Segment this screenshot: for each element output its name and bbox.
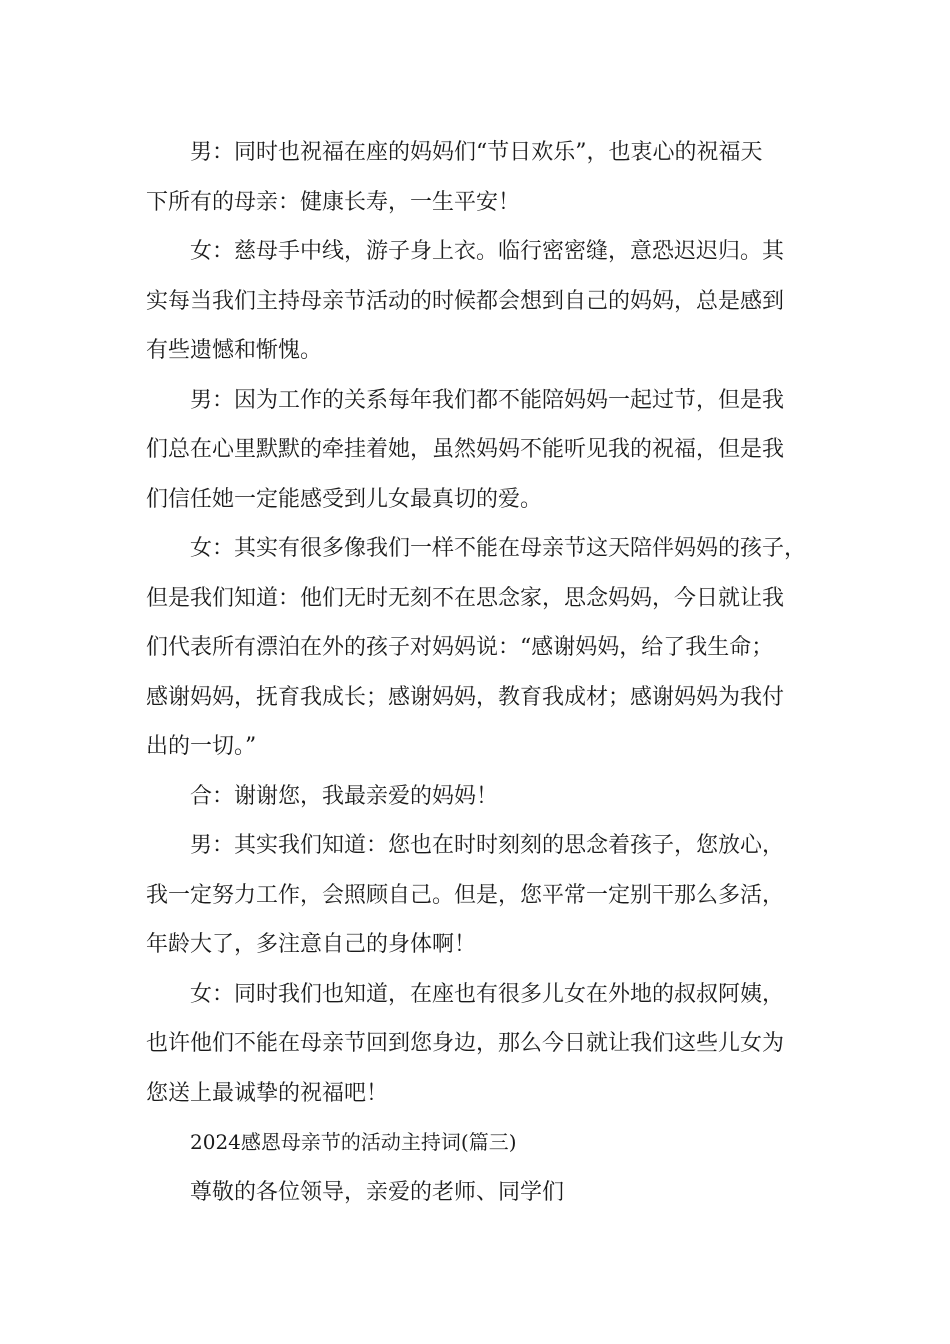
text-line: 男：因为工作的关系每年我们都不能陪妈妈一起过节，但是我: [190, 387, 785, 413]
text-line: 我一定努力工作，会照顾自己。但是，您平常一定别干那么多活，: [146, 882, 785, 908]
text-line: 们信任她一定能感受到儿女最真切的爱。: [146, 486, 543, 512]
text-line: 有些遗憾和惭愧。: [146, 338, 323, 363]
text-line: 感谢妈妈，抚育我成长；感谢妈妈，教育我成材；感谢妈妈为我付: [146, 684, 785, 710]
text-line: 但是我们知道：他们无时无刻不在思念家，思念妈妈，今日就让我: [146, 585, 785, 611]
paragraph-6: [146, 821, 806, 970]
text-line: 年龄大了，多注意自己的身体啊！: [146, 932, 477, 957]
document-body: [146, 128, 806, 1217]
closing-paragraph: [146, 1168, 806, 1218]
text-line: 下所有的母亲：健康长寿，一生平安！: [146, 189, 521, 215]
paragraph-4: [146, 524, 806, 772]
text-line: 尊敬的各位领导，亲爱的老师、同学们: [190, 1179, 565, 1205]
text-line: 男：同时也祝福在座的妈妈们“节日欢乐”，也衷心的祝福天: [190, 140, 763, 165]
text-line: 男：其实我们知道：您也在时时刻刻的思念着孩子，您放心，: [190, 833, 785, 858]
text-line: 实每当我们主持母亲节活动的时候都会想到自己的妈妈，总是感到: [146, 288, 785, 314]
paragraph-2: [146, 227, 806, 376]
text-line: 您送上最诚挚的祝福吧！: [146, 1080, 389, 1106]
section-heading: 2024感恩母亲节的活动主持词(篇三): [190, 1130, 517, 1154]
paragraph-5: [146, 772, 806, 822]
paragraph-3: [146, 376, 806, 525]
text-line: 们代表所有漂泊在外的孩子对妈妈说：“感谢妈妈，给了我生命；: [146, 635, 774, 660]
text-line: 合：谢谢您，我最亲爱的妈妈！: [190, 783, 499, 809]
text-line: 女：慈母手中线，游子身上衣。临行密密缝，意恐迟迟归。其: [190, 239, 785, 264]
text-line: 出的一切。”: [146, 734, 257, 759]
text-line: 也许他们不能在母亲节回到您身边，那么今日就让我们这些儿女为: [146, 1031, 785, 1056]
text-line: 女：其实有很多像我们一样不能在母亲节这天陪伴妈妈的孩子，: [190, 536, 807, 561]
text-line: 们总在心里默默的牵挂着她，虽然妈妈不能听见我的祝福，但是我: [146, 437, 785, 462]
paragraph-1: [146, 128, 806, 227]
paragraph-7: [146, 970, 806, 1119]
text-line: 女：同时我们也知道，在座也有很多儿女在外地的叔叔阿姨，: [190, 981, 785, 1007]
